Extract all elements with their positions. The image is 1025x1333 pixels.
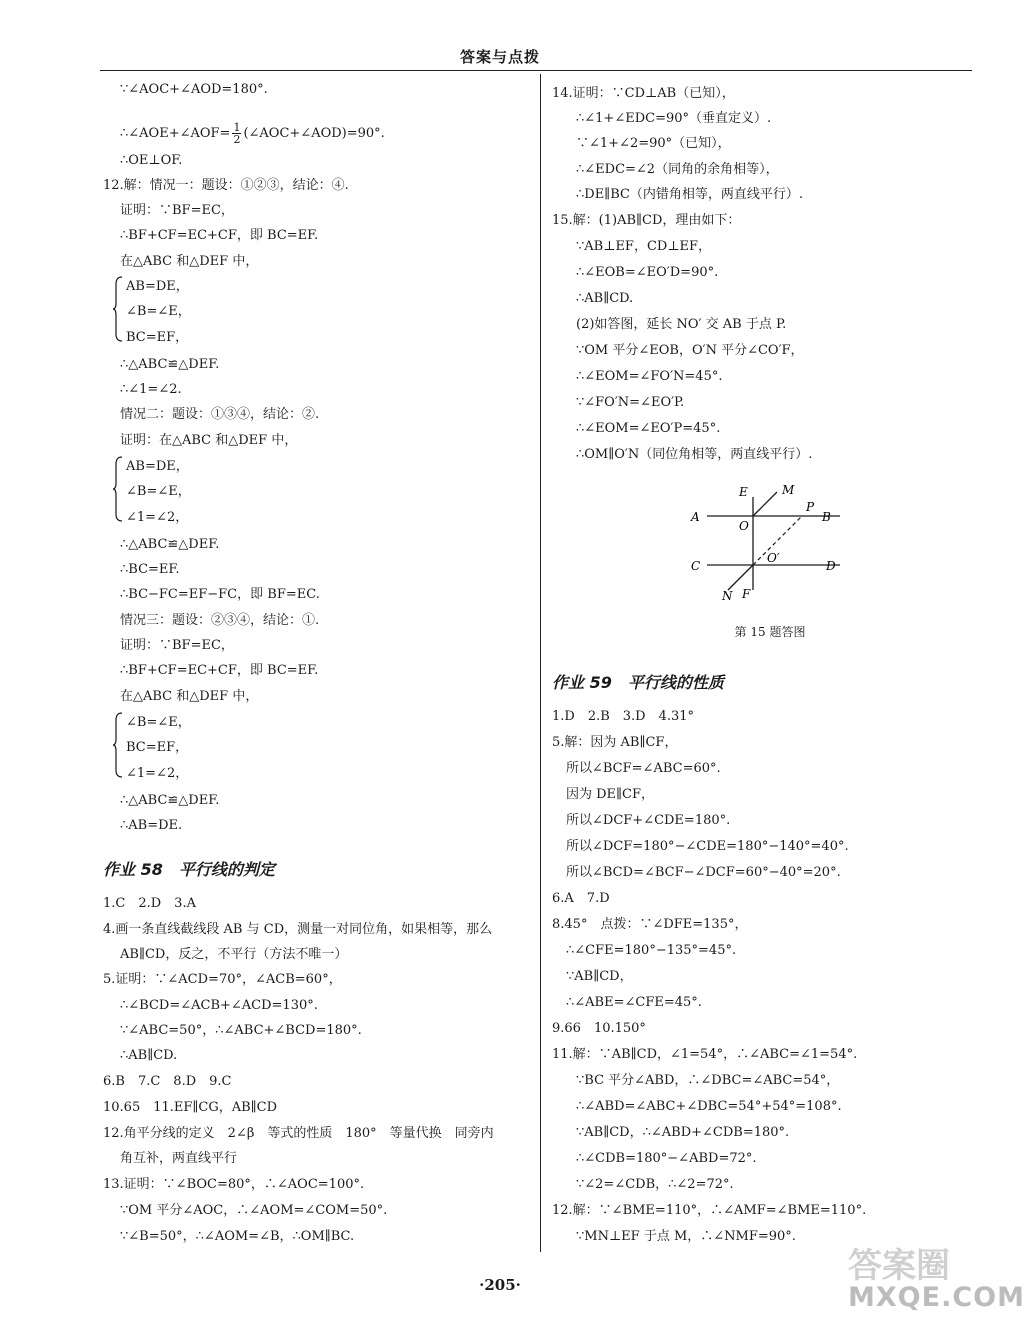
- text-line: (2)如答图，延长 NO′ 交 AB 于点 P.: [576, 317, 787, 332]
- text-line: ∵AB⊥EF，CD⊥EF，: [576, 239, 712, 254]
- text-line: ∠B=∠E，: [126, 304, 191, 319]
- text-line: [120, 122, 385, 145]
- text-line: ∴AB∥CD.: [576, 291, 634, 306]
- label-c: C: [691, 559, 701, 573]
- text-line: 在△ABC 和△DEF 中，: [120, 689, 259, 704]
- text-line: 因为 DE∥CF，: [566, 787, 655, 802]
- text-line: ∵∠B=50°，∴∠AOM=∠B，∴OM∥BC.: [120, 1229, 355, 1244]
- text-line: ∴BC−FC=EF−FC，即 BF=EC.: [120, 587, 320, 602]
- watermark-logo: 答案圈: [848, 1246, 950, 1286]
- section-title: 作业 59 平行线的性质: [552, 673, 724, 692]
- text-line: ∵MN⊥EF 于点 M，∴∠NMF=90°.: [576, 1229, 796, 1244]
- label-b: B: [822, 510, 831, 524]
- text-line: ∴BF+CF=EC+CF，即 BC=EF.: [120, 228, 319, 243]
- text-line: ∴△ABC≌△DEF.: [120, 537, 220, 552]
- text-line: 14.证明：∵CD⊥AB（已知），: [552, 86, 735, 101]
- text-line: 8.45° 点拨：∵∠DFE=135°，: [552, 917, 748, 932]
- text-line: ∵AB∥CD，: [566, 969, 633, 984]
- fraction-numerator: 1: [233, 121, 241, 134]
- text-line: ∴∠1+∠EDC=90°（垂直定义）.: [576, 111, 772, 126]
- text-line: ∴∠1=∠2.: [120, 382, 182, 397]
- figure-caption: 第 15 题答图: [734, 625, 806, 639]
- text-line: ∵OM 平分∠EOB，O′N 平分∠CO′F，: [576, 343, 804, 358]
- text-line: 所以∠DCF+∠CDE=180°.: [566, 813, 731, 828]
- fraction: [232, 122, 241, 145]
- page-number: ·205·: [479, 1276, 521, 1294]
- text-line: 1.D 2.B 3.D 4.31°: [552, 709, 695, 724]
- text-line: 情况三：题设：②③④，结论：①.: [120, 613, 320, 628]
- text-line: 6.B 7.C 8.D 9.C: [103, 1074, 232, 1089]
- text-line: 12.角平分线的定义 2∠β 等式的性质 180° 等量代换 同旁内: [103, 1126, 494, 1141]
- text-line: ∴∠BCD=∠ACB+∠ACD=130°.: [120, 998, 318, 1013]
- figure-15-diagram: [680, 480, 870, 605]
- text-line: 13.证明：∵∠BOC=80°，∴∠AOC=100°.: [103, 1177, 365, 1192]
- text-line: 11.解：∵AB∥CD，∠1=54°，∴∠ABC=∠1=54°.: [552, 1047, 858, 1062]
- label-m: M: [782, 483, 795, 497]
- text-line: 所以∠DCF=180°−∠CDE=180°−140°=40°.: [566, 839, 849, 854]
- left-brace: [113, 276, 123, 342]
- text-line: ∴∠EOM=∠EO′P=45°.: [576, 421, 721, 436]
- text-line: 角互补，两直线平行: [120, 1151, 238, 1166]
- text-line: ∴DE∥BC（内错角相等，两直线平行）.: [576, 187, 804, 202]
- text-line: ∵∠ABC=50°，∴∠ABC+∠BCD=180°.: [120, 1023, 362, 1038]
- label-e: E: [739, 485, 748, 499]
- header-title: 答案与点拨: [459, 48, 540, 66]
- text-line: ∵∠AOC+∠AOD=180°.: [120, 82, 268, 97]
- text-line: 9.66 10.150°: [552, 1021, 646, 1036]
- text-line: ∴∠EDC=∠2（同角的余角相等），: [576, 162, 779, 177]
- text-line: ∴∠CDB=180°−∠ABD=72°.: [576, 1151, 757, 1166]
- text-line: ∴∠CFE=180°−135°=45°.: [566, 943, 737, 958]
- left-brace: [113, 456, 123, 522]
- text-line: 15.解：(1)AB∥CD，理由如下：: [552, 213, 741, 228]
- text-line: AB=DE，: [126, 459, 189, 474]
- text-line: 证明：在△ABC 和△DEF 中，: [120, 433, 298, 448]
- text-line: ∠1=∠2，: [126, 510, 189, 525]
- section-title: 作业 58 平行线的判定: [103, 860, 275, 879]
- text-line: ∴AB∥CD.: [120, 1048, 178, 1063]
- text-line: 情况二：题设：①③④，结论：②.: [120, 407, 320, 422]
- text-line: 12.解：∵∠BME=110°，∴∠AMF=∠BME=110°.: [552, 1203, 867, 1218]
- column-divider: [540, 74, 541, 1252]
- text-line: ∴∠EOB=∠EO′D=90°.: [576, 265, 719, 280]
- text-line: 1.C 2.D 3.A: [103, 896, 196, 911]
- left-brace: [113, 712, 123, 778]
- text-line: 5.解：因为 AB∥CF，: [552, 735, 678, 750]
- text-line: ∠B=∠E，: [126, 484, 191, 499]
- text-line: 10.65 11.EF∥CG，AB∥CD: [103, 1100, 278, 1115]
- label-p: P: [806, 500, 815, 514]
- text-line: 所以∠BCD=∠BCF−∠DCF=60°−40°=20°.: [566, 865, 841, 880]
- text-line: 5.证明：∵∠ACD=70°，∠ACB=60°，: [103, 972, 342, 987]
- text-line: ∵∠1+∠2=90°（已知），: [576, 136, 731, 151]
- text-line: ∵AB∥CD，∴∠ABD+∠CDB=180°.: [576, 1125, 790, 1140]
- label-o: O: [739, 519, 749, 533]
- text-line: 4.画一条直线截线段 AB 与 CD，测量一对同位角，如果相等，那么: [103, 922, 493, 937]
- text-line: BC=EF，: [126, 740, 189, 755]
- text-line: 证明：∵BF=EC，: [120, 203, 234, 218]
- text-line: 所以∠BCF=∠ABC=60°.: [566, 761, 721, 776]
- text-line: 6.A 7.D: [552, 891, 610, 906]
- text-line: AB=DE，: [126, 279, 189, 294]
- text-line: 在△ABC 和△DEF 中，: [120, 254, 259, 269]
- text-line: ∵∠2=∠CDB，∴∠2=72°.: [576, 1177, 734, 1192]
- text-line: ∠1=∠2，: [126, 766, 189, 781]
- text-line: AB∥CD，反之，不平行（方法不唯一）: [120, 947, 348, 962]
- text-line: ∴AB=DE.: [120, 818, 183, 833]
- label-d: D: [826, 559, 836, 573]
- text-line: ∴∠AOE+∠AOF=: [120, 126, 231, 141]
- text-line: ∴OM∥O′N（同位角相等，两直线平行）.: [576, 447, 813, 462]
- text-line: (∠AOC+∠AOD)=90°.: [243, 126, 385, 141]
- label-f: F: [742, 587, 751, 601]
- text-line: ∴∠ABD=∠ABC+∠DBC=54°+54°=108°.: [576, 1099, 842, 1114]
- text-line: 12.解：情况一：题设：①②③，结论：④.: [103, 178, 349, 193]
- text-line: ∴△ABC≌△DEF.: [120, 793, 220, 808]
- text-line: 证明：∵BF=EC，: [120, 638, 234, 653]
- text-line: ∵∠FO′N=∠EO′P.: [576, 395, 685, 410]
- fraction-denominator: 2: [233, 133, 241, 146]
- text-line: BC=EF，: [126, 330, 189, 345]
- text-line: ∴△ABC≌△DEF.: [120, 357, 220, 372]
- text-line: ∵BC 平分∠ABD，∴∠DBC=∠ABC=54°，: [576, 1073, 840, 1088]
- text-line: ∴BF+CF=EC+CF，即 BC=EF.: [120, 663, 319, 678]
- text-line: ∴∠EOM=∠FO′N=45°.: [576, 369, 723, 384]
- header-rule: [100, 70, 972, 71]
- label-o-prime: O′: [767, 551, 780, 565]
- text-line: ∴∠ABE=∠CFE=45°.: [566, 995, 702, 1010]
- label-a: A: [691, 510, 700, 524]
- ray-om: [753, 492, 777, 516]
- label-n: N: [722, 589, 733, 603]
- text-line: ∠B=∠E，: [126, 715, 191, 730]
- text-line: ∵OM 平分∠AOC，∴∠AOM=∠COM=50°.: [120, 1203, 388, 1218]
- watermark-text: MXQE.COM: [848, 1282, 1025, 1313]
- text-line: ∴OE⊥OF.: [120, 153, 183, 168]
- text-line: ∴BC=EF.: [120, 562, 180, 577]
